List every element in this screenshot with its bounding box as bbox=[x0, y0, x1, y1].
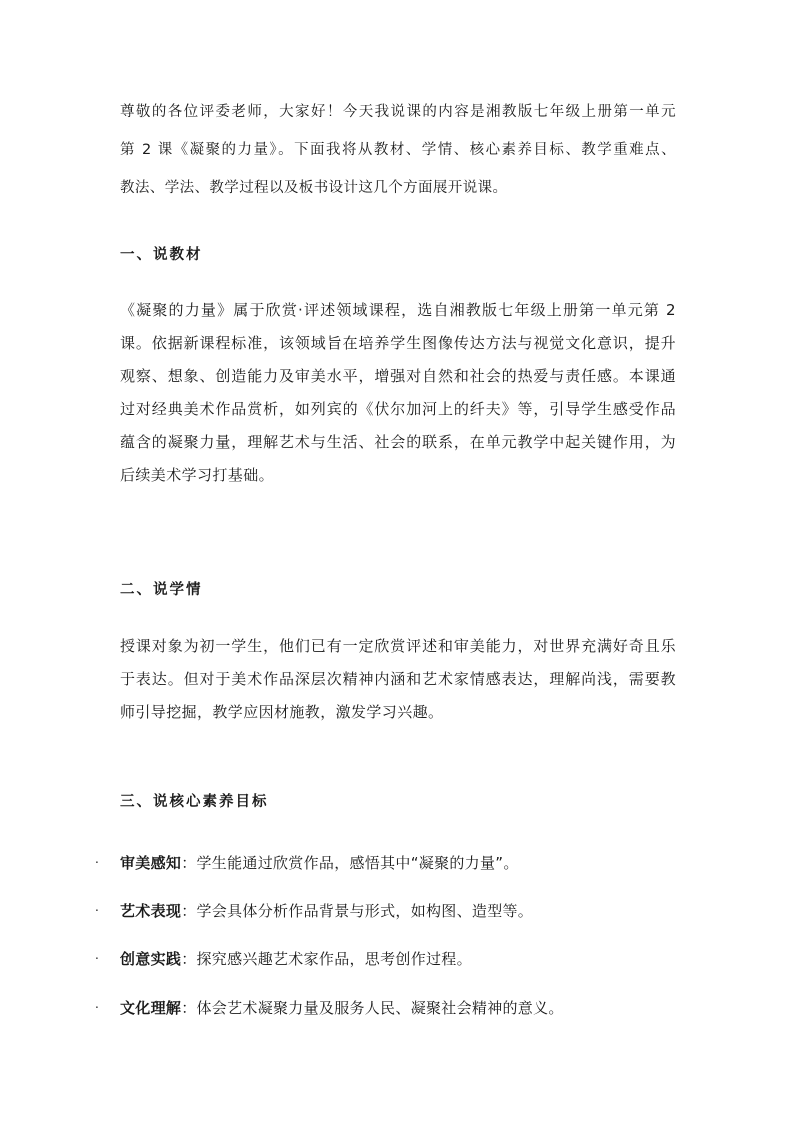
section-students-paragraph bbox=[120, 630, 676, 729]
paragraph-line: 课。依据新课程标准，该领域旨在培养学生图像传达方法与视觉文化意识，提升 bbox=[120, 334, 676, 352]
paragraph-line: 蕴含的凝聚力量，理解艺术与生活、社会的联系，在单元教学中起关键作用，为 bbox=[120, 433, 676, 451]
goal-label: 创意实践 bbox=[120, 950, 182, 968]
intro-line: 第 2 课《凝聚的力量》。下面我将从教材、学情、核心素养目标、教学重难点、 bbox=[120, 142, 676, 158]
section-heading-students: 二、说学情 bbox=[120, 582, 203, 598]
goal-description: ：学生能通过欣赏作品，感悟其中“凝聚的力量”。 bbox=[181, 854, 519, 872]
paragraph-line: 授课对象为初一学生，他们已有一定欣赏评述和审美能力，对世界充满好奇且乐 bbox=[120, 637, 676, 655]
section-heading-goals: 三、说核心素养目标 bbox=[120, 794, 269, 810]
goal-label: 文化理解 bbox=[120, 999, 182, 1017]
list-bullet: . bbox=[95, 997, 100, 1011]
paragraph-line: 过对经典美术作品赏析，如列宾的《伏尔加河上的纤夫》等，引导学生感受作品 bbox=[120, 400, 676, 418]
goal-label: 艺术表现 bbox=[120, 902, 182, 920]
paragraph-line: 后续美术学习打基础。 bbox=[120, 466, 275, 484]
paragraph-line: 于表达。但对于美术作品深层次精神内涵和艺术家情感表达，理解尚浅，需要教 bbox=[120, 670, 676, 688]
intro-line: 尊敬的各位评委老师，大家好！今天我说课的内容是湘教版七年级上册第一单元 bbox=[120, 104, 676, 120]
list-bullet: . bbox=[95, 900, 100, 914]
list-bullet: . bbox=[95, 852, 100, 866]
section-textbook-paragraph bbox=[120, 294, 676, 492]
goal-description: ：体会艺术凝聚力量及服务人民、凝聚社会精神的意义。 bbox=[181, 999, 564, 1017]
goal-description: ：学会具体分析作品背景与形式，如构图、造型等。 bbox=[181, 902, 534, 920]
paragraph-line: 《凝聚的力量》属于欣赏·评述领域课程，选自湘教版七年级上册第一单元第 2 bbox=[120, 301, 676, 319]
goal-label: 审美感知 bbox=[120, 854, 182, 872]
paragraph-line: 观察、想象、创造能力及审美水平，增强对自然和社会的热爱与责任感。本课通 bbox=[120, 367, 676, 385]
section-heading-textbook: 一、说教材 bbox=[120, 247, 203, 263]
goal-description: ：探究感兴趣艺术家作品，思考创作过程。 bbox=[181, 950, 472, 968]
paragraph-line: 师引导挖掘，教学应因材施教，激发学习兴趣。 bbox=[120, 703, 444, 721]
intro-line: 教法、学法、教学过程以及板书设计这几个方面展开说课。 bbox=[120, 180, 508, 196]
list-bullet: . bbox=[95, 948, 100, 962]
intro-paragraph bbox=[120, 93, 676, 207]
